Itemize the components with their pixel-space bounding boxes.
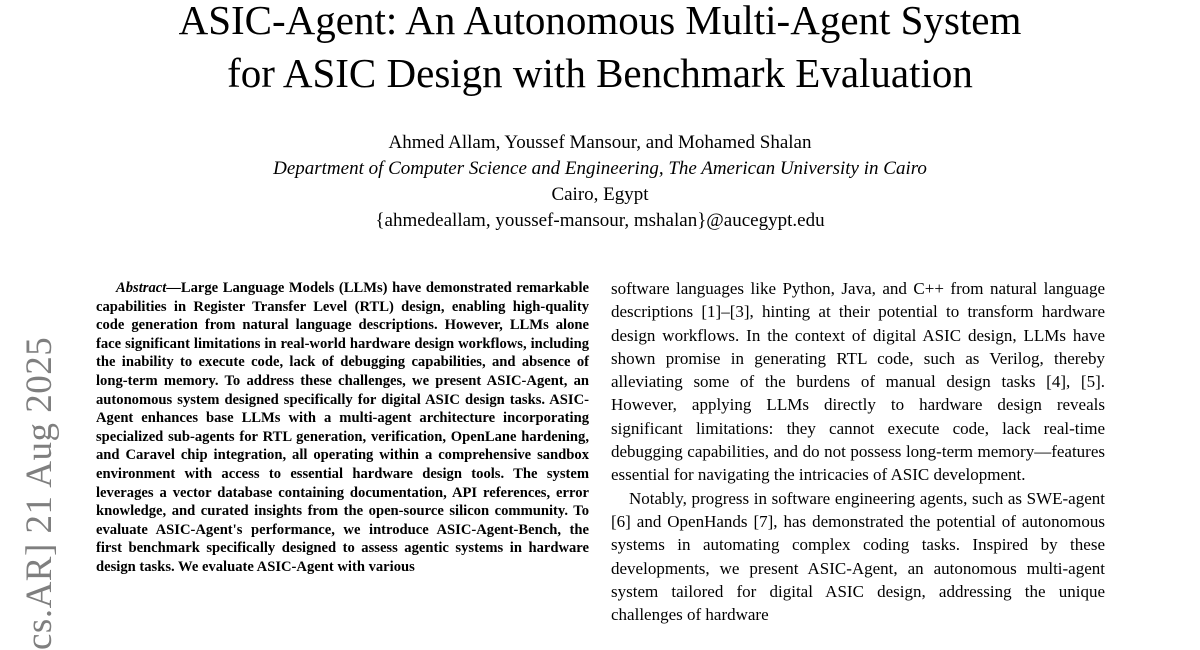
paper-title-line-1: ASIC-Agent: An Autonomous Multi-Agent System (178, 0, 1022, 43)
abstract-paragraph: Abstract—Large Language Models (LLMs) have demonstrated remarkable capabilities in Register Transfer Level (RTL) design, enabling high-quality code generation from natural language descriptions. However, LLMs alone face significant limitations in real-world hardware design workflows, including the inability to execute code, lack of debugging capabilities, and absence of long-term memory. To address these challenges, we present ASIC-Agent, an autonomous system designed specifically for digital ASIC design tasks. ASIC-Agent enhances base LLMs with a multi-agent architecture incorporating specialized sub-agents for RTL generation, verification, OpenLane hardening, and Caravel chip integration, all operating within a comprehensive sandbox environment with access to essential hardware design tools. The system leverages a vector database containing documentation, API references, error knowledge, and curated insights from the open-source silicon community. To evaluate ASIC-Agent's performance, we introduce ASIC-Agent-Bench, the first benchmark specifically designed to assess agentic systems in hardware design tasks. We evaluate ASIC-Agent with various (96, 280, 589, 575)
author-affiliation: Department of Computer Science and Engineering, The American University in Cairo (273, 158, 927, 179)
author-location: Cairo, Egypt (551, 184, 649, 205)
paper-title (0, 0, 1200, 100)
paper-title-line-2: for ASIC Design with Benchmark Evaluation (227, 50, 973, 96)
abstract-column (96, 279, 589, 577)
author-block (0, 130, 1200, 234)
author-emails: {ahmedeallam, youssef-mansour, mshalan}@aucegypt.edu (375, 210, 825, 231)
introduction-column (611, 277, 1105, 626)
intro-paragraph-1: software languages like Python, Java, and C++ from natural language descriptions [1]–[3], hinting at their potential to transform hardware design workflows. In the context of digital ASIC design, LLMs have shown promise in generating RTL code, such as Verilog, thereby alleviating some of the burdens of manual design tasks [4], [5]. However, applying LLMs directly to hardware design reveals significant limitations: they cannot execute code, lack real-time debugging capabilities, and do not possess long-term memory—features essential for navigating the intricacies of ASIC development. (611, 279, 1105, 485)
abstract-heading: Abstract (116, 280, 167, 296)
author-names: Ahmed Allam, Youssef Mansour, and Mohamed Shalan (388, 132, 812, 153)
arxiv-side-stamp: cs.AR] 21 Aug 2025 (19, 336, 60, 650)
abstract-body: Large Language Models (LLMs) have demonstrated remarkable capabilities in Register Transfer Level (RTL) design, enabling high-quality code generation from natural language descriptions. However, LLMs alone face significant limitations in real-world hardware design workflows, including the inability to execute code, lack of debugging capabilities, and absence of long-term memory. To address these challenges, we present ASIC-Agent, an autonomous system designed specifically for digital ASIC design tasks. ASIC-Agent enhances base LLMs with a multi-agent architecture incorporating specialized sub-agents for RTL generation, verification, OpenLane hardening, and Caravel chip integration, all operating within a comprehensive sandbox environment with access to essential hardware design tools. The system leverages a vector database containing documentation, API references, error knowledge, and curated insights from the open-source silicon community. To evaluate ASIC-Agent's performance, we introduce ASIC-Agent-Bench, the first benchmark specifically designed to assess agentic systems in hardware design tasks. We evaluate ASIC-Agent with various (96, 280, 589, 575)
intro-paragraph-2: Notably, progress in software engineering agents, such as SWE-agent [6] and OpenHands [7], has demonstrated the potential of autonomous systems in automating complex coding tasks. Inspired by these developments, we present ASIC-Agent, an autonomous multi-agent system tailored for digital ASIC design, addressing the unique challenges of hardware (611, 488, 1105, 625)
